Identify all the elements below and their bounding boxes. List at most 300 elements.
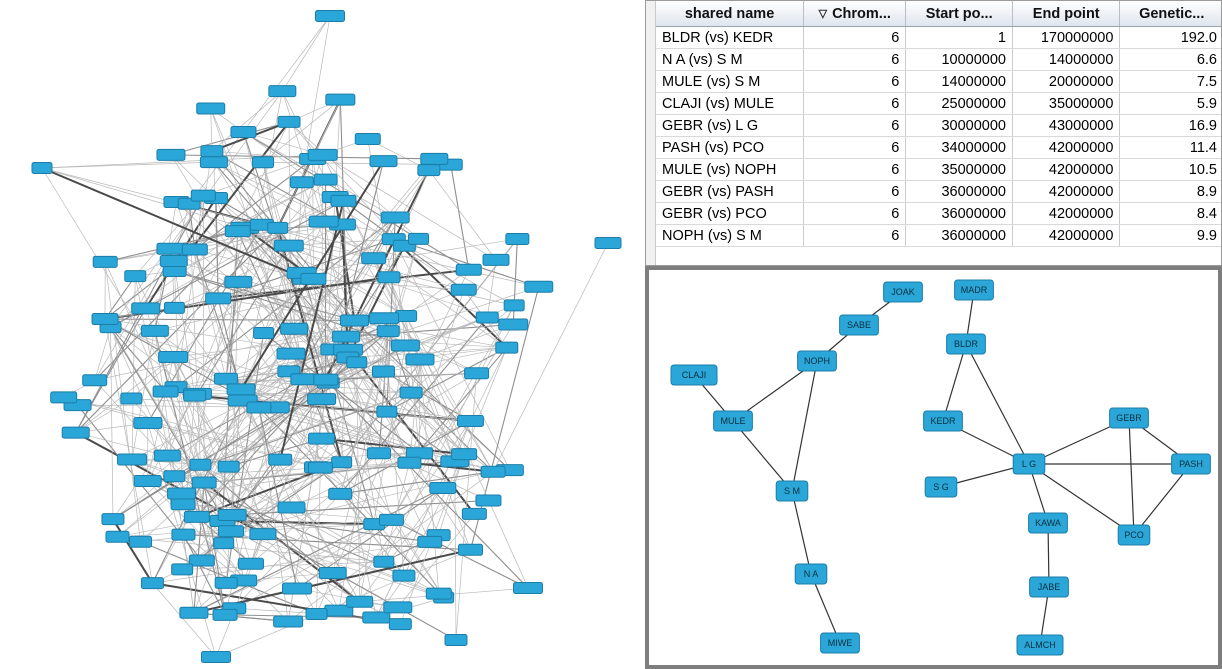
node-shape[interactable] — [189, 555, 214, 566]
node-shape[interactable] — [282, 583, 311, 594]
main-network-node[interactable] — [418, 165, 440, 176]
node-shape[interactable] — [308, 433, 334, 444]
node-shape[interactable] — [102, 514, 124, 525]
node-shape[interactable] — [254, 328, 274, 339]
main-network-node[interactable] — [231, 127, 256, 138]
node-shape[interactable] — [459, 544, 483, 555]
cell-genetic[interactable]: 192.0 — [1120, 27, 1222, 49]
table-row[interactable] — [656, 93, 1222, 115]
main-network-node[interactable] — [329, 488, 352, 499]
main-network-node[interactable] — [301, 273, 326, 284]
node-shape[interactable] — [347, 596, 373, 607]
node-shape[interactable] — [225, 276, 252, 287]
node-shape[interactable] — [192, 477, 216, 488]
node-shape[interactable] — [456, 264, 481, 275]
node-shape[interactable] — [381, 212, 409, 223]
node-shape[interactable] — [384, 602, 412, 613]
node-shape[interactable] — [191, 190, 215, 201]
main-network-node[interactable] — [253, 157, 274, 168]
main-network-node[interactable] — [481, 466, 505, 477]
node-shape[interactable] — [291, 374, 314, 385]
main-network-node[interactable] — [132, 303, 160, 314]
main-network-node[interactable] — [93, 256, 117, 267]
sub-network-node[interactable] — [840, 315, 879, 335]
cell-genetic[interactable]: 8.4 — [1120, 203, 1222, 225]
cell-chromosome[interactable]: 6 — [804, 49, 906, 71]
main-network-node[interactable] — [319, 567, 346, 578]
cell-end_point[interactable]: 42000000 — [1013, 159, 1120, 181]
sub-network-node[interactable] — [795, 564, 827, 584]
main-network-node[interactable] — [332, 457, 352, 468]
node-shape[interactable] — [391, 340, 419, 351]
main-network-node[interactable] — [274, 240, 303, 251]
main-network-node[interactable] — [141, 578, 163, 589]
cell-chromosome[interactable]: 6 — [804, 181, 906, 203]
node-shape[interactable] — [250, 529, 276, 540]
node-shape[interactable] — [481, 466, 505, 477]
main-network-node[interactable] — [180, 607, 208, 618]
main-network-node[interactable] — [378, 272, 400, 283]
cell-genetic[interactable]: 8.9 — [1120, 181, 1222, 203]
main-network-node[interactable] — [476, 312, 498, 323]
cell-chromosome[interactable]: 6 — [804, 93, 906, 115]
node-shape[interactable] — [362, 253, 386, 264]
node-shape[interactable] — [274, 616, 303, 627]
main-network-node[interactable] — [595, 238, 621, 249]
node-shape[interactable] — [206, 293, 231, 304]
main-network-node[interactable] — [282, 583, 311, 594]
main-network-node[interactable] — [308, 394, 336, 405]
node-shape[interactable] — [499, 319, 528, 330]
node-shape[interactable] — [430, 482, 456, 493]
sub-network-node[interactable] — [798, 351, 837, 371]
node-shape[interactable] — [214, 538, 234, 549]
node-shape[interactable] — [347, 357, 367, 368]
node-shape[interactable] — [172, 564, 193, 575]
node-shape[interactable] — [379, 514, 403, 525]
main-network-node[interactable] — [309, 216, 338, 227]
cell-shared_name[interactable]: PASH (vs) PCO — [656, 137, 804, 159]
main-network-node[interactable] — [214, 538, 234, 549]
main-network-node[interactable] — [92, 314, 118, 325]
node-shape[interactable] — [231, 127, 256, 138]
main-network-node[interactable] — [125, 271, 146, 282]
main-network-node[interactable] — [164, 302, 184, 313]
sub-network-nodes[interactable] — [671, 280, 1210, 655]
node-shape[interactable] — [159, 352, 188, 363]
node-shape[interactable] — [331, 195, 356, 206]
column-header-genetic[interactable] — [1120, 1, 1222, 27]
main-network-node[interactable] — [393, 570, 415, 581]
node-shape[interactable] — [377, 326, 399, 337]
main-network-node[interactable] — [102, 514, 124, 525]
table-row[interactable] — [656, 27, 1222, 49]
sub-network-node[interactable] — [924, 411, 963, 431]
main-network-node[interactable] — [290, 177, 313, 188]
main-network-node[interactable] — [250, 529, 276, 540]
main-network-node[interactable] — [326, 94, 355, 105]
edge-table-panel[interactable] — [645, 0, 1222, 266]
main-network-node[interactable] — [281, 323, 308, 334]
node-shape[interactable] — [308, 149, 337, 160]
main-network-node[interactable] — [400, 387, 422, 398]
node-shape[interactable] — [309, 216, 338, 227]
main-network-node[interactable] — [506, 233, 529, 244]
sub-network-view[interactable] — [645, 266, 1222, 669]
main-network-node[interactable] — [153, 386, 178, 397]
table-row[interactable] — [656, 203, 1222, 225]
node-shape[interactable] — [184, 511, 209, 522]
cell-end_point[interactable]: 170000000 — [1013, 27, 1120, 49]
node-shape[interactable] — [314, 174, 337, 185]
main-network-node[interactable] — [215, 577, 237, 588]
sub-network-node[interactable] — [884, 282, 923, 302]
main-network-node[interactable] — [159, 352, 188, 363]
node-shape[interactable] — [281, 323, 308, 334]
node-shape[interactable] — [160, 255, 187, 266]
cell-genetic[interactable]: 16.9 — [1120, 115, 1222, 137]
main-network-node[interactable] — [277, 348, 305, 359]
main-network-node[interactable] — [308, 433, 334, 444]
node-shape[interactable] — [278, 116, 300, 127]
node-shape[interactable] — [121, 393, 142, 404]
main-network-node[interactable] — [164, 471, 185, 482]
cell-shared_name[interactable]: BLDR (vs) KEDR — [656, 27, 804, 49]
main-network-node[interactable] — [274, 616, 303, 627]
node-shape[interactable] — [595, 238, 621, 249]
node-shape[interactable] — [157, 243, 186, 254]
main-network-node[interactable] — [213, 609, 237, 620]
main-network-node[interactable] — [445, 635, 467, 646]
cell-end_point[interactable]: 42000000 — [1013, 203, 1120, 225]
table-body[interactable] — [656, 27, 1222, 247]
main-network-node[interactable] — [459, 544, 483, 555]
main-network-node[interactable] — [190, 459, 211, 470]
main-network-node[interactable] — [83, 375, 107, 386]
node-shape[interactable] — [168, 488, 196, 499]
main-network-node[interactable] — [314, 174, 337, 185]
main-network-node[interactable] — [268, 222, 288, 233]
cell-shared_name[interactable]: MULE (vs) NOPH — [656, 159, 804, 181]
main-network-node[interactable] — [189, 555, 214, 566]
node-shape[interactable] — [367, 448, 390, 459]
main-network-node[interactable] — [363, 612, 390, 623]
main-network-node[interactable] — [379, 514, 403, 525]
node-shape[interactable] — [182, 244, 207, 255]
main-network-node[interactable] — [370, 156, 397, 167]
cell-chromosome[interactable]: 6 — [804, 203, 906, 225]
cell-start_point[interactable]: 1 — [906, 27, 1013, 49]
node-shape[interactable] — [418, 165, 440, 176]
cell-start_point[interactable]: 25000000 — [906, 93, 1013, 115]
node-shape[interactable] — [164, 302, 184, 313]
main-network-node[interactable] — [426, 588, 451, 599]
node-shape[interactable] — [268, 222, 288, 233]
table-row[interactable] — [656, 225, 1222, 247]
node-shape[interactable] — [171, 499, 195, 510]
node-shape[interactable] — [277, 348, 305, 359]
main-network-node[interactable] — [238, 558, 263, 569]
node-shape[interactable] — [202, 652, 231, 663]
node-shape[interactable] — [51, 392, 77, 403]
main-network-node[interactable] — [291, 374, 314, 385]
node-shape[interactable] — [329, 488, 352, 499]
node-shape[interactable] — [278, 502, 305, 513]
cell-genetic[interactable]: 5.9 — [1120, 93, 1222, 115]
sub-network-node[interactable] — [1030, 577, 1069, 597]
node-shape[interactable] — [418, 536, 442, 547]
main-network-node[interactable] — [106, 531, 129, 542]
cell-start_point[interactable]: 14000000 — [906, 71, 1013, 93]
main-network-node[interactable] — [247, 402, 271, 413]
sub-network-node[interactable] — [1013, 454, 1045, 474]
node-shape[interactable] — [141, 578, 163, 589]
cell-start_point[interactable]: 35000000 — [906, 159, 1013, 181]
sub-network-node[interactable] — [1029, 513, 1068, 533]
node-shape[interactable] — [400, 387, 422, 398]
node-shape[interactable] — [134, 418, 162, 429]
main-network-node[interactable] — [391, 340, 419, 351]
main-network-node[interactable] — [452, 449, 477, 460]
main-network-node[interactable] — [197, 103, 225, 114]
main-network-node[interactable] — [171, 499, 195, 510]
table-row[interactable] — [656, 159, 1222, 181]
node-shape[interactable] — [180, 607, 208, 618]
node-shape[interactable] — [134, 475, 161, 486]
main-network-node[interactable] — [316, 11, 345, 22]
main-network-node[interactable] — [333, 331, 360, 342]
column-header-chromosome[interactable] — [804, 1, 906, 27]
main-network-node[interactable] — [406, 354, 434, 365]
node-shape[interactable] — [326, 94, 355, 105]
node-shape[interactable] — [197, 103, 225, 114]
node-shape[interactable] — [506, 233, 529, 244]
node-shape[interactable] — [225, 226, 250, 237]
main-network-node[interactable] — [225, 276, 252, 287]
node-shape[interactable] — [333, 331, 360, 342]
main-network-node[interactable] — [306, 609, 327, 620]
node-shape[interactable] — [332, 457, 352, 468]
cell-end_point[interactable]: 42000000 — [1013, 181, 1120, 203]
cell-shared_name[interactable]: N A (vs) S M — [656, 49, 804, 71]
cell-chromosome[interactable]: 6 — [804, 137, 906, 159]
node-shape[interactable] — [247, 402, 271, 413]
node-shape[interactable] — [184, 390, 206, 401]
node-shape[interactable] — [130, 536, 152, 547]
node-shape[interactable] — [227, 384, 255, 395]
cell-start_point[interactable]: 36000000 — [906, 225, 1013, 247]
node-shape[interactable] — [377, 406, 397, 417]
cell-start_point[interactable]: 30000000 — [906, 115, 1013, 137]
main-network-node[interactable] — [118, 454, 147, 465]
main-network-node[interactable] — [398, 457, 421, 468]
cell-end_point[interactable]: 42000000 — [1013, 137, 1120, 159]
node-shape[interactable] — [301, 273, 326, 284]
node-shape[interactable] — [451, 284, 476, 295]
table-row[interactable] — [656, 181, 1222, 203]
node-shape[interactable] — [319, 567, 346, 578]
cell-chromosome[interactable]: 6 — [804, 27, 906, 49]
node-shape[interactable] — [445, 635, 467, 646]
sub-network-node[interactable] — [1172, 454, 1211, 474]
main-network-node[interactable] — [462, 508, 486, 519]
main-network-node[interactable] — [202, 652, 231, 663]
cell-shared_name[interactable]: GEBR (vs) PASH — [656, 181, 804, 203]
main-network-node[interactable] — [483, 254, 509, 265]
node-shape[interactable] — [106, 531, 129, 542]
main-network-node[interactable] — [347, 357, 367, 368]
node-shape[interactable] — [132, 303, 160, 314]
cell-chromosome[interactable]: 6 — [804, 225, 906, 247]
edge-table[interactable] — [656, 1, 1222, 247]
main-network-node[interactable] — [32, 163, 52, 174]
sub-network-node[interactable] — [671, 365, 717, 385]
main-network-node[interactable] — [373, 366, 395, 377]
main-network-node[interactable] — [157, 149, 185, 160]
main-network-node[interactable] — [496, 342, 518, 353]
node-shape[interactable] — [465, 368, 489, 379]
table-row[interactable] — [656, 71, 1222, 93]
sub-network-node[interactable] — [1118, 525, 1150, 545]
node-shape[interactable] — [306, 609, 327, 620]
node-shape[interactable] — [476, 495, 501, 506]
main-network-node[interactable] — [160, 255, 187, 266]
node-shape[interactable] — [274, 240, 303, 251]
main-network-node[interactable] — [214, 373, 237, 384]
node-shape[interactable] — [409, 233, 429, 244]
cell-start_point[interactable]: 36000000 — [906, 181, 1013, 203]
node-shape[interactable] — [141, 325, 168, 336]
node-shape[interactable] — [32, 163, 52, 174]
sub-network-node[interactable] — [955, 280, 994, 300]
main-network-node[interactable] — [206, 293, 231, 304]
main-network-node[interactable] — [154, 450, 180, 461]
node-shape[interactable] — [238, 558, 263, 569]
main-network-node[interactable] — [525, 281, 553, 292]
node-shape[interactable] — [496, 342, 518, 353]
node-shape[interactable] — [355, 134, 380, 145]
main-network-node[interactable] — [200, 157, 227, 168]
main-network-node[interactable] — [130, 536, 152, 547]
cell-end_point[interactable]: 20000000 — [1013, 71, 1120, 93]
node-shape[interactable] — [200, 157, 227, 168]
main-network-node[interactable] — [476, 495, 501, 506]
main-network-node[interactable] — [172, 564, 193, 575]
main-network-node[interactable] — [347, 596, 373, 607]
cell-shared_name[interactable]: GEBR (vs) PCO — [656, 203, 804, 225]
cell-chromosome[interactable]: 6 — [804, 159, 906, 181]
node-shape[interactable] — [421, 153, 448, 164]
node-shape[interactable] — [218, 461, 239, 472]
main-network-node[interactable] — [269, 86, 296, 97]
main-network-node[interactable] — [384, 602, 412, 613]
main-network-node[interactable] — [418, 536, 442, 547]
table-row[interactable] — [656, 137, 1222, 159]
cell-start_point[interactable]: 36000000 — [906, 203, 1013, 225]
cell-start_point[interactable]: 34000000 — [906, 137, 1013, 159]
cell-genetic[interactable]: 10.5 — [1120, 159, 1222, 181]
column-header-end-point[interactable] — [1013, 1, 1120, 27]
sub-network-node[interactable] — [821, 633, 860, 653]
node-shape[interactable] — [370, 156, 397, 167]
main-network-node[interactable] — [254, 328, 274, 339]
main-network-node[interactable] — [389, 619, 411, 630]
node-shape[interactable] — [163, 266, 186, 277]
node-shape[interactable] — [476, 312, 498, 323]
node-shape[interactable] — [92, 314, 118, 325]
cell-shared_name[interactable]: MULE (vs) S M — [656, 71, 804, 93]
node-shape[interactable] — [154, 450, 180, 461]
main-network-node[interactable] — [367, 448, 390, 459]
main-network-node[interactable] — [141, 325, 168, 336]
cell-chromosome[interactable]: 6 — [804, 71, 906, 93]
node-shape[interactable] — [340, 315, 368, 326]
node-shape[interactable] — [370, 313, 399, 324]
main-network-node[interactable] — [313, 374, 338, 385]
main-network-node[interactable] — [514, 583, 543, 594]
cell-end_point[interactable]: 42000000 — [1013, 225, 1120, 247]
node-shape[interactable] — [269, 454, 292, 465]
node-shape[interactable] — [93, 256, 117, 267]
node-shape[interactable] — [215, 577, 237, 588]
main-network-node[interactable] — [370, 313, 399, 324]
main-network-node[interactable] — [62, 427, 89, 438]
main-network-node[interactable] — [504, 300, 524, 311]
main-network-node[interactable] — [456, 264, 481, 275]
sub-network-node[interactable] — [947, 334, 986, 354]
cell-genetic[interactable]: 7.5 — [1120, 71, 1222, 93]
node-shape[interactable] — [83, 375, 107, 386]
main-network-node[interactable] — [381, 212, 409, 223]
cell-start_point[interactable]: 10000000 — [906, 49, 1013, 71]
main-network-node[interactable] — [184, 511, 209, 522]
node-shape[interactable] — [213, 609, 237, 620]
node-shape[interactable] — [389, 619, 411, 630]
main-network-node[interactable] — [278, 502, 305, 513]
main-network-node[interactable] — [192, 477, 216, 488]
main-network-node[interactable] — [409, 233, 429, 244]
table-row[interactable] — [656, 49, 1222, 71]
main-network-node[interactable] — [421, 153, 448, 164]
main-network-node[interactable] — [308, 149, 337, 160]
column-header-shared-name[interactable] — [656, 1, 804, 27]
node-shape[interactable] — [164, 471, 185, 482]
node-shape[interactable] — [406, 354, 434, 365]
main-network-node[interactable] — [168, 488, 196, 499]
main-network-node[interactable] — [225, 226, 250, 237]
sub-network-node[interactable] — [1017, 635, 1063, 655]
main-network-node[interactable] — [308, 462, 332, 473]
main-network-node[interactable] — [182, 244, 207, 255]
sub-network-node[interactable] — [1110, 408, 1149, 428]
cell-end_point[interactable]: 43000000 — [1013, 115, 1120, 137]
main-network-node[interactable] — [377, 326, 399, 337]
node-shape[interactable] — [62, 427, 89, 438]
main-network-node[interactable] — [157, 243, 186, 254]
node-shape[interactable] — [378, 272, 400, 283]
cell-genetic[interactable]: 9.9 — [1120, 225, 1222, 247]
main-network-node[interactable] — [51, 392, 77, 403]
node-shape[interactable] — [118, 454, 147, 465]
node-shape[interactable] — [269, 86, 296, 97]
node-shape[interactable] — [483, 254, 509, 265]
node-shape[interactable] — [308, 462, 332, 473]
table-row[interactable] — [656, 115, 1222, 137]
node-shape[interactable] — [373, 366, 395, 377]
node-shape[interactable] — [308, 394, 336, 405]
main-network-node[interactable] — [340, 315, 368, 326]
main-network-node[interactable] — [218, 510, 246, 521]
